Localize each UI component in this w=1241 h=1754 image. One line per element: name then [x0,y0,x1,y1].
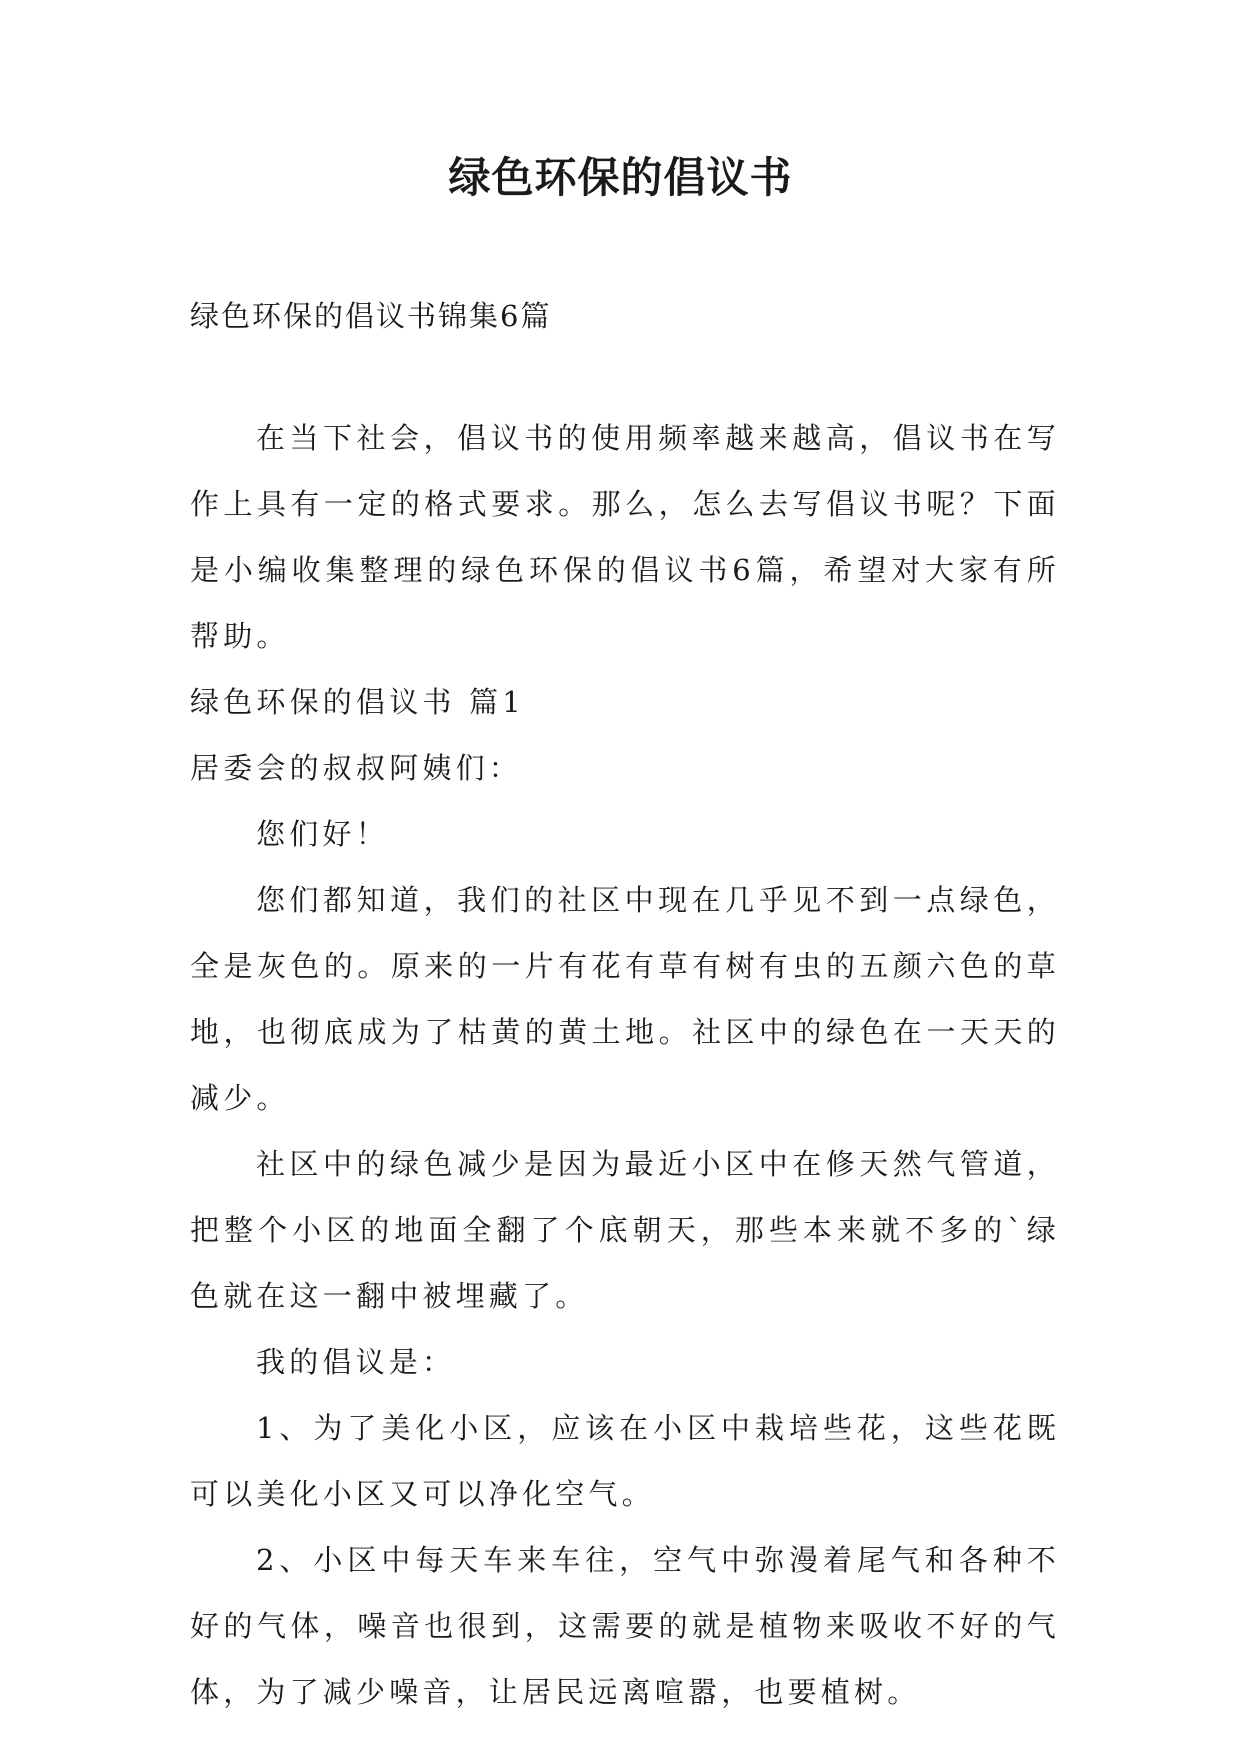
document-subtitle: 绿色环保的倡议书锦集6篇 [190,299,552,333]
proposal-item: 1、为了美化小区，应该在小区中栽培些花，这些花既可以美化小区又可以净化空气。 [190,1411,1060,1511]
salutation: 居委会的叔叔阿姨们： [190,751,523,785]
proposal-heading: 我的倡议是： [256,1345,456,1379]
section-heading: 绿色环保的倡议书 篇1 [190,685,525,719]
document-body [190,405,1060,1725]
greeting: 您们好！ [256,817,389,851]
paragraph: 您们都知道，我们的社区中现在几乎见不到一点绿色，全是灰色的。原来的一片有花有草有树有虫的五颜六色的草地，也彻底成为了枯黄的黄土地。社区中的绿色在一天天的减少。 [190,883,1060,1115]
proposal-item: 2、小区中每天车来车往，空气中弥漫着尾气和各种不好的气体，噪音也很到，这需要的就是植物来吸收不好的气体，为了减少噪音，让居民远离喧嚣，也要植树。 [190,1543,1060,1709]
paragraph: 社区中的绿色减少是因为最近小区中在修天然气管道，把整个小区的地面全翻了个底朝天，那些本来就不多的`绿色就在这一翻中被埋藏了。 [190,1147,1060,1313]
document-title: 绿色环保的倡议书 [448,153,793,202]
paragraph-intro: 在当下社会，倡议书的使用频率越来越高，倡议书在写作上具有一定的格式要求。那么，怎么去写倡议书呢？下面是小编收集整理的绿色环保的倡议书6篇，希望对大家有所帮助。 [190,421,1060,653]
